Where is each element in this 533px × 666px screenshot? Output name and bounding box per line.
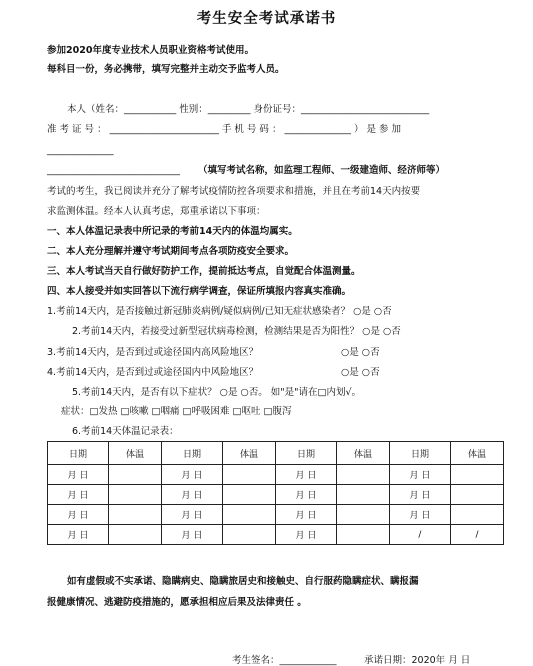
temperature-cell[interactable] <box>336 505 389 525</box>
temperature-cell[interactable] <box>450 505 503 525</box>
temperature-cell: / <box>450 525 503 545</box>
date-cell: / <box>389 525 450 545</box>
column-header-date: 日期 <box>161 442 222 465</box>
date-cell[interactable]: 月 日 <box>275 525 336 545</box>
date-cell[interactable]: 月 日 <box>275 465 336 485</box>
intro-line-2: 每科目一份，务必携带，填写完整并主动交予监考人员。 <box>47 64 285 75</box>
date-cell[interactable]: 月 日 <box>389 485 450 505</box>
date-cell[interactable]: 月 日 <box>275 505 336 525</box>
temperature-cell[interactable] <box>108 505 161 525</box>
date-cell[interactable]: 月 日 <box>48 465 109 485</box>
document-title: 考生安全考试承诺书 <box>196 11 337 27</box>
date-cell[interactable]: 月 日 <box>161 525 222 545</box>
date-cell[interactable]: 月 日 <box>389 465 450 485</box>
symptom-list: 症状：□发热 □咳嗽 □咽痛 □呼吸困难 □呕吐 □腹泻 <box>61 406 292 417</box>
paragraph-line-2: 求监测体温。经本人认真考虑，郑重承诺以下事项： <box>47 206 266 217</box>
temperature-cell[interactable] <box>108 465 161 485</box>
survey-question-4-options: ○是 ○否 <box>341 367 380 378</box>
column-header-temperature: 体温 <box>336 442 389 465</box>
temperature-cell[interactable] <box>108 485 161 505</box>
ticket-line: 准 考 证 号 ： _______________________ 手 机 号 码 ： ______________ ） 是 参 加 <box>47 124 402 135</box>
signature-field[interactable]: 考生签名：____________ <box>232 655 337 666</box>
date-cell[interactable]: 月 日 <box>161 465 222 485</box>
temperature-cell[interactable] <box>450 465 503 485</box>
date-cell[interactable]: 月 日 <box>161 485 222 505</box>
date-cell[interactable]: 月 日 <box>275 485 336 505</box>
table-row <box>48 465 504 485</box>
column-header-temperature: 体温 <box>222 442 275 465</box>
survey-question-3: 3.考前14天内，是否到过或途径国内高风险地区？ <box>47 347 259 358</box>
survey-question-1: 1.考前14天内，是否接触过新冠肺炎病例/疑似病例/已知无症状感染者？ ○是 ○否 <box>47 306 392 317</box>
temperature-table-caption: 6.考前14天体温记录表： <box>72 426 179 437</box>
survey-question-2: 2.考前14天内，若接受过新型冠状病毒检测，检测结果是否为阳性？ ○是 ○否 <box>72 326 401 337</box>
column-header-temperature: 体温 <box>108 442 161 465</box>
commitment-4: 四、本人接受并如实回答以下流行病学调查，保证所填报内容真实准确。 <box>47 286 352 297</box>
survey-question-3-options: ○是 ○否 <box>341 347 380 358</box>
date-cell[interactable]: 月 日 <box>48 505 109 525</box>
closing-statement-line-1: 如有虚假或不实承诺、隐瞒病史、隐瞒旅居史和接触史、自行服药隐瞒症状、瞒报漏 <box>67 576 419 587</box>
temperature-cell[interactable] <box>222 485 275 505</box>
date-cell[interactable]: 月 日 <box>161 505 222 525</box>
name-line: 本人（姓名：___________ 性别：_________ 身份证号：___________________________ <box>67 104 430 115</box>
survey-question-4: 4.考前14天内，是否到过或途径国内中风险地区？ <box>47 367 259 378</box>
table-row <box>48 525 504 545</box>
temperature-cell[interactable] <box>336 525 389 545</box>
intro-line-1: 参加2020年度专业技术人员职业资格考试使用。 <box>47 45 254 56</box>
commitment-2: 二、本人充分理解并遵守考试期间考点各项防疫安全要求。 <box>47 246 295 257</box>
date-cell[interactable]: 月 日 <box>389 505 450 525</box>
temperature-cell[interactable] <box>222 525 275 545</box>
closing-statement-line-2: 报健康情况、逃避防疫措施的，愿承担相应后果及法律责任 。 <box>47 597 307 608</box>
temperature-cell[interactable] <box>450 485 503 505</box>
exam-name-hint: （填写考试名称，如监理工程师、一级建造师、经济师等） <box>198 165 446 176</box>
temperature-cell[interactable] <box>336 465 389 485</box>
table-row <box>48 485 504 505</box>
column-header-temperature: 体温 <box>450 442 503 465</box>
commitment-3: 三、本人考试当天自行做好防护工作，提前抵达考点，自觉配合体温测量。 <box>47 266 361 277</box>
temperature-cell[interactable] <box>222 505 275 525</box>
paragraph-line-1: 考试的考生，我已阅读并充分了解考试疫情防控各项要求和措施，并且在考前14天内按要 <box>47 186 421 197</box>
ticket-line-tail: ______________ <box>47 145 114 156</box>
temperature-cell[interactable] <box>222 465 275 485</box>
column-header-date: 日期 <box>389 442 450 465</box>
date-cell[interactable]: 月 日 <box>48 485 109 505</box>
table-header-row <box>48 442 504 465</box>
exam-name-blank: ____________________________ <box>47 165 180 176</box>
temperature-record-table <box>47 441 504 545</box>
survey-question-5: 5.考前14天内，是否有以下症状？ ○是 ○否。 如"是"请在□内划√。 <box>72 387 362 398</box>
temperature-cell[interactable] <box>108 525 161 545</box>
commitment-date: 承诺日期：2020年 月 日 <box>364 655 471 666</box>
temperature-cell[interactable] <box>336 485 389 505</box>
commitment-1: 一、本人体温记录表中所记录的考前14天内的体温均属实。 <box>47 226 298 237</box>
column-header-date: 日期 <box>275 442 336 465</box>
table-row <box>48 505 504 525</box>
date-cell[interactable]: 月 日 <box>48 525 109 545</box>
column-header-date: 日期 <box>48 442 109 465</box>
